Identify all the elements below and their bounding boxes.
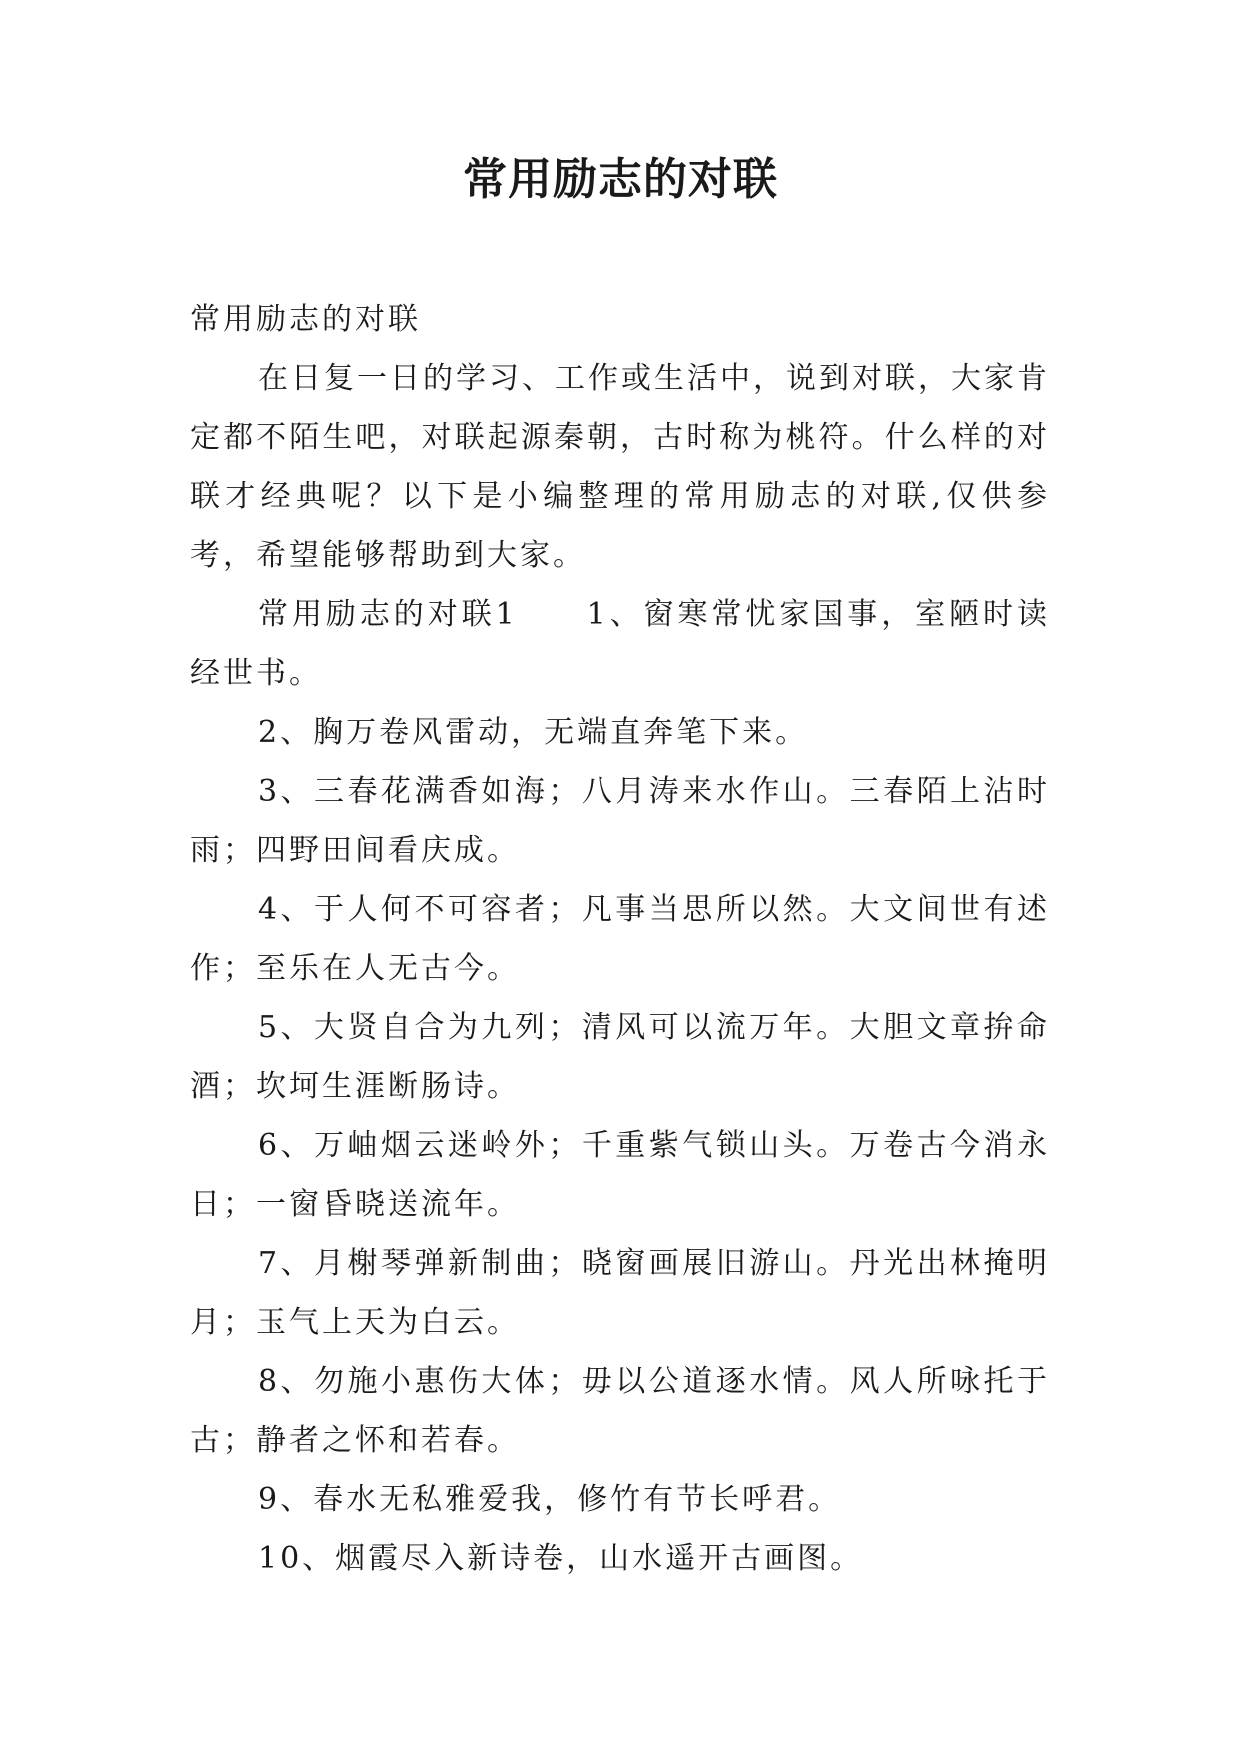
couplet-paragraph-1: 常用励志的对联1 1、窗寒常忧家国事，室陋时读经世书。 <box>190 597 1050 691</box>
couplet-paragraph-8: 8、勿施小惠伤大体；毋以公道逐水情。风人所咏托于古；静者之怀和若春。 <box>190 1364 1050 1458</box>
couplet-paragraph-10: 10、烟霞尽入新诗卷，山水遥开古画图。 <box>258 1541 864 1576</box>
document-subtitle: 常用励志的对联 <box>190 302 421 337</box>
couplet-paragraph-9: 9、春水无私雅爱我，修竹有节长呼君。 <box>258 1482 842 1517</box>
couplet-paragraph-4: 4、于人何不可容者；凡事当思所以然。大文间世有述作；至乐在人无古今。 <box>190 892 1050 986</box>
couplet-paragraph-3: 3、三春花满香如海；八月涛来水作山。三春陌上沾时雨；四野田间看庆成。 <box>190 774 1050 868</box>
intro-paragraph: 在日复一日的学习、工作或生活中，说到对联，大家肯定都不陌生吧，对联起源秦朝，古时称为桃符。什么样的对联才经典呢？以下是小编整理的常用励志的对联,仅供参考，希望能够帮助到大家。 <box>190 361 1050 573</box>
couplet-paragraph-5: 5、大贤自合为九列；清风可以流万年。大胆文章拚命酒；坎坷生涯断肠诗。 <box>190 1010 1050 1104</box>
couplet-paragraph-6: 6、万岫烟云迷岭外；千重紫气锁山头。万卷古今消永日；一窗昏晓送流年。 <box>190 1128 1050 1222</box>
couplet-paragraph-2: 2、胸万卷风雷动，无端直奔笔下来。 <box>258 715 809 750</box>
couplet-paragraph-7: 7、月榭琴弹新制曲；晓窗画展旧游山。丹光出林掩明月；玉气上天为白云。 <box>190 1246 1050 1340</box>
document-body <box>190 290 1050 1588</box>
document-title: 常用励志的对联 <box>463 154 778 205</box>
